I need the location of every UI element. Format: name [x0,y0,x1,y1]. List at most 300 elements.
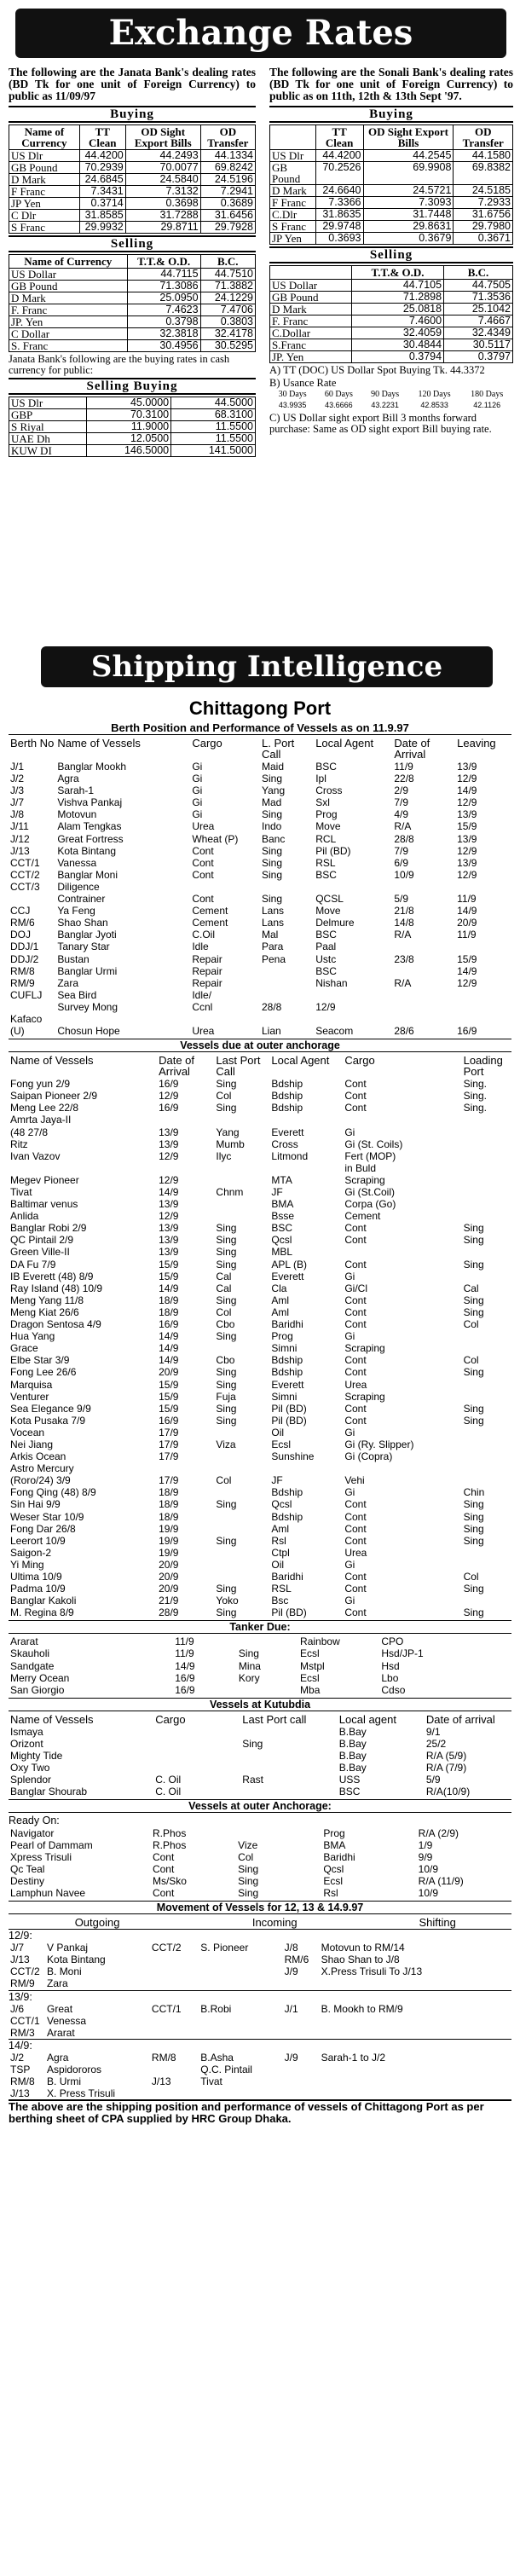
tanker-table-cell: 16/9 [175,1671,195,1684]
movement-table-cell [283,2027,320,2039]
janata-cash-table-cell: S Riyal [9,421,87,433]
sonali-selling-table-cell: S.Franc [270,339,352,351]
berth-table-cell: Bustan [57,952,90,965]
anchorage-table-cell: Baridhi [271,1318,303,1331]
movement-table-cell [199,2015,282,2027]
anchorage-table-cell: Kota Pusaka 7/9 [10,1414,86,1427]
janata-selling-table-cell: 71.3086 [127,281,200,292]
berth-table-cell: Agra [57,773,79,785]
anchorage-table-cell: Fong Dar 26/8 [10,1522,76,1535]
anchorage-table-row [9,1379,511,1391]
janata-buying-table-cell: 24.6845 [79,174,125,186]
anchorage-table-cell [214,1427,269,1439]
anchorage-table-cell: JF [271,1474,283,1487]
sonali-buying-table-cell: 69.9908 [363,162,454,185]
berth-table-cell: Banglar Moni [57,868,118,881]
kutubdia-table-cell: Orizont [10,1737,43,1750]
berth-table-cell: Ccnl [192,1000,213,1013]
janata-selling-table-header-row [9,255,256,269]
anchorage-table-cell [462,1342,511,1354]
sonali-buying-table-cell: 31.8635 [315,209,363,221]
sonali-buying-table-cell: GB Pound [270,162,316,185]
anchorage-table-cell: Cont [344,1414,367,1427]
berth-table-cell: Banglar Jyoti [57,929,117,941]
sonali-buying-table-cell: JP Yen [270,233,316,245]
janata-buying-table-header-row [9,125,256,150]
sonali-buying-table-cell: 44.4200 [315,150,363,162]
janata-buying-table-cell: 44.4200 [79,150,125,162]
berth-table-cell: CCT/3 [10,880,40,893]
sonali-buying-title: Buying [269,106,513,123]
anchorage-table-cell [462,1138,511,1150]
berth-table-cell [260,1013,314,1025]
tanker-table-cell: 11/9 [175,1635,194,1648]
berth-table-cell: BSC [315,964,337,977]
berth-table-cell: 13/9 [457,832,477,845]
berth-table-cell: Idle/ [192,988,212,1001]
usance-table [269,389,513,411]
anchorage-table-cell: (48 27/8 [10,1126,49,1138]
outer-table-cell: Vize [238,1838,258,1851]
janata-cash-table-cell: KUW DI [9,445,87,457]
movement-table-cell: RM/6 [284,1954,309,1966]
janata-selling-table-cell: US Dollar [9,269,128,281]
anchorage-table-row [9,1114,511,1126]
anchorage-table-cell: Sing [216,1378,237,1391]
janata-cash-table [9,397,256,457]
anchorage-table-cell: Baridhi [271,1571,303,1583]
anchorage-table-cell: 15/9 [159,1378,179,1391]
berth-table-cell: 28/6 [394,1025,414,1038]
outer-table-cell: 10/9 [418,1886,439,1899]
kutubdia-table-cell: C. Oil [155,1786,182,1798]
berth-table-cell: 12/9 [457,844,477,857]
sonali-selling-table-row [270,351,513,363]
berth-table-cell [455,1013,511,1025]
anchorage-table-row [9,1403,511,1415]
sonali-selling-table-cell: GB Pound [270,292,352,304]
anchorage-table-cell: Oil [271,1558,285,1571]
movement-table-cell [150,2015,199,2027]
anchorage-table-cell: 16/9 [159,1414,179,1427]
anchorage-table-cell: Grace [10,1342,38,1355]
berth-table-cell [190,881,260,893]
movement-table-cell: J/13 [151,2075,171,2088]
tanker-table-cell [237,1684,298,1696]
sonali-buying-table-cell: 69.8382 [454,162,513,185]
usance-value: 42.1126 [473,401,501,409]
anchorage-table-cell: Gi/Cl [344,1282,367,1294]
exchange-rates-banner: Exchange Rates [15,9,506,58]
anchorage-table-cell: Sing [216,1583,237,1595]
berth-table-cell: Gi [192,796,203,809]
janata-selling-table-row [9,340,256,352]
anchorage-table-header: Cargo [344,1054,375,1068]
usance-day: 180 Days [471,390,504,399]
berth-table-cell: 12/9 [457,796,477,809]
berth-table-cell: RCL [315,832,337,845]
janata-cash-table-cell: 44.5000 [171,397,256,409]
berth-table-cell: RM/9 [10,976,35,989]
anchorage-table-cell [214,1571,269,1583]
anchorage-table-cell: Corpa (Go) [344,1198,396,1211]
kutubdia-table-row [9,1738,511,1750]
berth-table-cell: Vanessa [57,856,97,869]
tanker-table-row [9,1684,511,1696]
janata-buying-table-header: Name of Currency [9,125,80,150]
movement-table-cell [150,1977,199,1989]
anchorage-table-cell: Pil (BD) [271,1606,307,1619]
sonali-buying-table-header: OD Sight Export Bills [363,125,454,150]
sonali-buying-table-row [270,162,513,185]
anchorage-table-header: Last Port Call [216,1054,261,1079]
anchorage-table-cell: Weser Star 10/9 [10,1510,84,1523]
anchorage-table-row [9,1427,511,1439]
movement-table-cell: J/13 [10,2087,30,2100]
anchorage-table-cell: Aml [271,1522,290,1535]
kutubdia-table-cell: B.Bay [338,1737,367,1750]
anchorage-table-cell [343,1462,461,1474]
sonali-buying-table-row [270,233,513,245]
berth-table-cell: Shao Shan [57,917,108,929]
berth-table-row [9,1025,511,1037]
sonali-buying-table-cell: 0.3679 [363,233,454,245]
sonali-buying-table-cell: D Mark [270,185,316,197]
anchorage-table-cell: Cont [344,1366,367,1379]
berth-table-cell [392,941,455,952]
anchorage-table-cell: 18/9 [159,1305,179,1318]
sonali-buying-table-cell: F Franc [270,197,316,209]
kutubdia-table [9,1713,511,1798]
outer-table-cell: Destiny [10,1874,45,1887]
janata-buying-table-cell: 24.5840 [125,174,200,186]
movement-table [9,1942,511,1989]
berth-table-cell [314,1013,392,1025]
berth-table-cell: Repair [192,964,222,977]
movement-table-row [9,2015,511,2027]
anchorage-table-row [9,1294,511,1306]
anchorage-table-cell: APL (B) [271,1258,307,1271]
janata-buying-table-row [9,150,256,162]
berth-table-cell [455,941,511,952]
tanker-table-cell: Mstpl [300,1659,325,1672]
berth-table-row [9,989,511,1001]
janata-buying-table-row [9,210,256,222]
movement-table-cell [150,2027,199,2039]
janata-selling-table-cell: 7.4623 [127,304,200,316]
movement-table-cell [320,2064,511,2075]
anchorage-table-row [9,1571,511,1583]
berth-table-cell: CCT/2 [10,868,40,881]
janata-cash-table-cell: UAE Dh [9,433,87,445]
berth-table-row [9,773,511,784]
movement-table-cell [320,1977,511,1989]
berth-table-row [9,796,511,808]
anchorage-table-cell: 19/9 [159,1534,179,1547]
anchorage-table-cell: Sing [216,1102,237,1114]
sonali-buying-table-cell: 70.2526 [315,162,363,185]
anchorage-table-cell [462,1379,511,1391]
anchorage-table-cell: Sing [216,1258,237,1271]
anchorage-table-cell [462,1474,511,1486]
berth-table-cell: 5/9 [394,893,409,906]
anchorage-table-cell: Sing [216,1366,237,1379]
berth-table-row [9,977,511,989]
anchorage-table-cell [214,1114,269,1126]
movement-table-cell [199,1954,282,1965]
anchorage-table-cell: Oil [271,1426,285,1439]
anchorage-table-cell [214,1547,269,1559]
anchorage-table-row [9,1511,511,1523]
janata-buying-table-cell: C Dlr [9,210,80,222]
anchorage-table-cell: 16/9 [159,1102,179,1114]
berth-table-row [9,1013,511,1025]
anchorage-table-cell: Ritz [10,1137,28,1150]
anchorage-table-cell: Cbo [216,1354,235,1367]
anchorage-table-cell: Scraping [344,1390,385,1403]
outer-table-cell: Navigator [10,1826,55,1839]
berth-table-cell: Sing [261,856,283,869]
anchorage-table-cell: Sing [216,1246,237,1259]
movement-table-cell: TSP [10,2064,31,2076]
anchorage-table-cell: Gi [344,1486,355,1499]
anchorage-table-cell: Everett [271,1126,304,1138]
berth-table-row [9,761,511,773]
janata-selling-table-cell: JP. Yen [9,316,128,328]
movement-date: 14/9: [9,2039,511,2052]
anchorage-table-cell: 20/9 [159,1571,179,1583]
sonali-selling-table-header: T.T.& O.D. [352,266,444,280]
anchorage-table-cell: Sing [463,1305,484,1318]
anchorage-table-cell: M. Regina 8/9 [10,1606,74,1619]
kutubdia-table-cell: B.Bay [338,1725,367,1738]
kutubdia-table-row [9,1750,511,1762]
movement-table-cell [199,2027,282,2039]
anchorage-table-cell [214,1462,269,1474]
berth-table-cell: Move [315,905,341,918]
tanker-table-row [9,1660,511,1672]
berth-table-cell: Banglar Urmi [57,964,118,977]
anchorage-table-cell: Cont [344,1510,367,1523]
outer-table-cell: Qcsl [323,1862,344,1875]
movement-table-cell: B. Urmi [47,2075,82,2088]
kutubdia-table-cell: R/A(10/9) [425,1786,471,1798]
berth-table-cell [260,881,314,893]
sonali-buying-table-cell: 0.3693 [315,233,363,245]
outer-table-cell: R.Phos [152,1838,187,1851]
anchorage-table-row [9,1186,511,1198]
berth-table-cell: 12/9 [457,773,477,785]
anchorage-table-row [9,1102,511,1114]
berth-table-cell: Mal [261,929,279,941]
berth-table-cell: 16/9 [457,1025,477,1038]
outer-table-cell: Xpress Trisuli [10,1850,72,1863]
janata-cash-table-cell: US Dlr [9,397,87,409]
tanker-table-cell: Mina [238,1659,261,1672]
movement-table-cell: J/8 [284,1942,298,1954]
berth-table-cell: Motovun [57,808,97,821]
janata-buying-table-header: OD Transfer [200,125,255,150]
berth-table-cell: 14/9 [457,905,477,918]
anchorage-table-cell: Bdship [271,1078,303,1091]
anchorage-table-cell: 15/9 [159,1258,179,1271]
janata-buying-table-row [9,186,256,198]
kutubdia-table-cell [240,1762,337,1774]
anchorage-table-cell: 13/9 [159,1222,179,1235]
berth-table-cell: Idle [192,941,209,953]
kutubdia-table-header: Last Port call [242,1712,307,1726]
berth-table-cell: J/13 [10,844,30,857]
janata-buying-table-cell: 44.2493 [125,150,200,162]
anchorage-table-cell: Gi [344,1126,355,1138]
berth-table-cell: Maid [261,761,284,773]
anchorage-table-cell: Litmond [271,1149,309,1162]
anchorage-table-row [9,1547,511,1559]
janata-cash-table-row [9,409,256,421]
anchorage-table-cell: Yoko [216,1595,239,1607]
anchorage-table-row [9,1439,511,1450]
sonali-selling-table-header-row [270,266,513,280]
anchorage-table-cell: 15/9 [159,1270,179,1282]
anchorage-table-cell: Cont [344,1354,367,1367]
usance-value: 42.8533 [420,401,448,409]
movement-table-cell: B. Mookh to RM/9 [321,2002,403,2015]
janata-selling-table-cell: 44.7510 [200,269,255,281]
sonali-selling-table-row [270,339,513,351]
kutubdia-table-cell: Ismaya [10,1725,43,1738]
sonali-selling-table-row [270,304,513,315]
anchorage-table-row [9,1462,511,1474]
sonali-note-c: C) US Dollar sight export Bill 3 months forward purchase: Same as OD sight export Bill buying rate. [269,412,492,435]
anchorage-table-cell: Chnm [216,1186,244,1198]
anchorage-table-cell: Cla [271,1282,287,1294]
anchorage-table-cell [214,1210,269,1222]
janata-buying-table-cell: 24.5196 [200,174,255,186]
movement-table-row [9,2052,511,2064]
outer-table-row [9,1839,511,1851]
movement-header-header-row [9,1916,511,1929]
berth-table [9,737,511,1037]
anchorage-table-cell: 13/9 [159,1246,179,1259]
anchorage-table-cell: Everett [271,1270,304,1282]
anchorage-table-cell: Bdship [271,1510,303,1523]
anchorage-table-cell: Cal [216,1270,232,1282]
movement-header [9,1916,511,1929]
berth-table-cell [455,881,511,893]
janata-selling-table-cell: 30.5295 [200,340,255,352]
kutubdia-table-cell [240,1750,337,1762]
movement-table-cell: Kota Bintang [47,1954,106,1966]
berth-table-cell: 7/9 [394,844,409,857]
berth-table-cell: Ustc [315,952,337,965]
anchorage-table-cell: Gi (St.Coil) [344,1186,395,1198]
berth-table-cell: BSC [315,929,337,941]
outer-table-row [9,1875,511,1887]
berth-table-row [9,833,511,845]
berth-table-cell [55,1013,190,1025]
tanker-title: Tanker Due: [9,1620,511,1634]
berth-table-cell: 11/9 [394,761,413,773]
anchorage-table-cell: RSL [271,1583,292,1595]
tanker-table-cell: Rainbow [300,1635,340,1648]
sonali-note-b: B) Usance Rate [269,377,337,389]
anchorage-table-cell: Gi [344,1595,355,1607]
outer-table-cell: BMA [323,1838,346,1851]
outer-table-cell: Prog [323,1826,345,1839]
usance-day: 90 Days [371,390,400,399]
berth-table-cell [392,989,455,1001]
kutubdia-table-cell: Mighty Tide [10,1750,63,1763]
anchorage-table-cell: Saigon-2 [10,1546,52,1559]
berth-table-cell: 12/9 [457,976,477,989]
berth-table-cell: Paal [315,941,337,953]
anchorage-table-cell: Sing [463,1366,484,1379]
outer-table-cell: R/A (11/9) [418,1874,464,1887]
kutubdia-table-cell: R/A (5/9) [425,1750,467,1763]
janata-selling-table-cell: GB Pound [9,281,128,292]
janata-selling-table-cell: 7.4706 [200,304,255,316]
anchorage-table-cell: Sing [463,1510,484,1523]
sonali-buying-table-cell: 31.7448 [363,209,454,221]
berth-table-cell: Gi [192,761,203,773]
anchorage-table-cell: Tivat [10,1186,32,1198]
anchorage-table-cell: Sing [463,1498,484,1511]
outer-anchorage-title: Vessels at outer Anchorage: [9,1799,511,1813]
janata-cash-table-row [9,433,256,445]
janata-buying-table-cell: 31.7288 [125,210,200,222]
berth-table-cell: Pil (BD) [315,844,351,857]
janata-cash-table-row [9,445,256,457]
berth-table-cell: Kota Bintang [57,844,117,857]
movement-table [9,2052,511,2099]
anchorage-table-row [9,1198,511,1210]
anchorage-table-cell: Cbo [216,1318,235,1331]
berth-table-cell [314,881,392,893]
berth-table-cell: Sing [261,868,283,881]
anchorage-table-cell: Bdship [271,1354,303,1367]
berth-table-cell: J/12 [10,832,30,845]
anchorage-table-row [9,1415,511,1427]
sonali-buying-table-cell: 24.5721 [363,185,454,197]
anchorage-table-cell: Saipan Pioneer 2/9 [10,1090,98,1103]
berth-table-cell: R/A [394,929,412,941]
anchorage-table-cell [462,1210,511,1222]
janata-buying-table-cell: D Mark [9,174,80,186]
berth-table-cell: 11/9 [457,893,477,906]
janata-cash-table-cell: 12.0500 [87,433,171,445]
movement-table-cell [320,2087,511,2099]
janata-buying-table-cell: 70.2939 [79,162,125,174]
berth-table-cell: Indo [261,820,282,833]
movement-table-cell: CCT/2 [10,1965,40,1978]
outer-table-cell: Cont [152,1850,175,1863]
anchorage-table-cell: Sing [463,1294,484,1306]
shipping-body [9,737,511,2125]
movement-table-cell [150,1954,199,1965]
berth-table-cell: 15/9 [457,820,477,833]
sonali-buying-table-cell: 0.3671 [454,233,513,245]
anchorage-table-cell: Sing [216,1294,237,1306]
anchorage-table-cell: Viza [216,1438,236,1450]
anchorage-table-cell [462,1186,511,1198]
anchorage-table-cell [269,1162,343,1174]
anchorage-table-row [9,1486,511,1498]
anchorage-table-cell: in Buld [344,1161,377,1174]
anchorage-table-cell: Cont [344,1294,367,1306]
janata-selling-table-header: B.C. [200,255,255,269]
berth-table-cell: Para [261,941,284,953]
berth-table-cell: J/7 [10,796,25,809]
